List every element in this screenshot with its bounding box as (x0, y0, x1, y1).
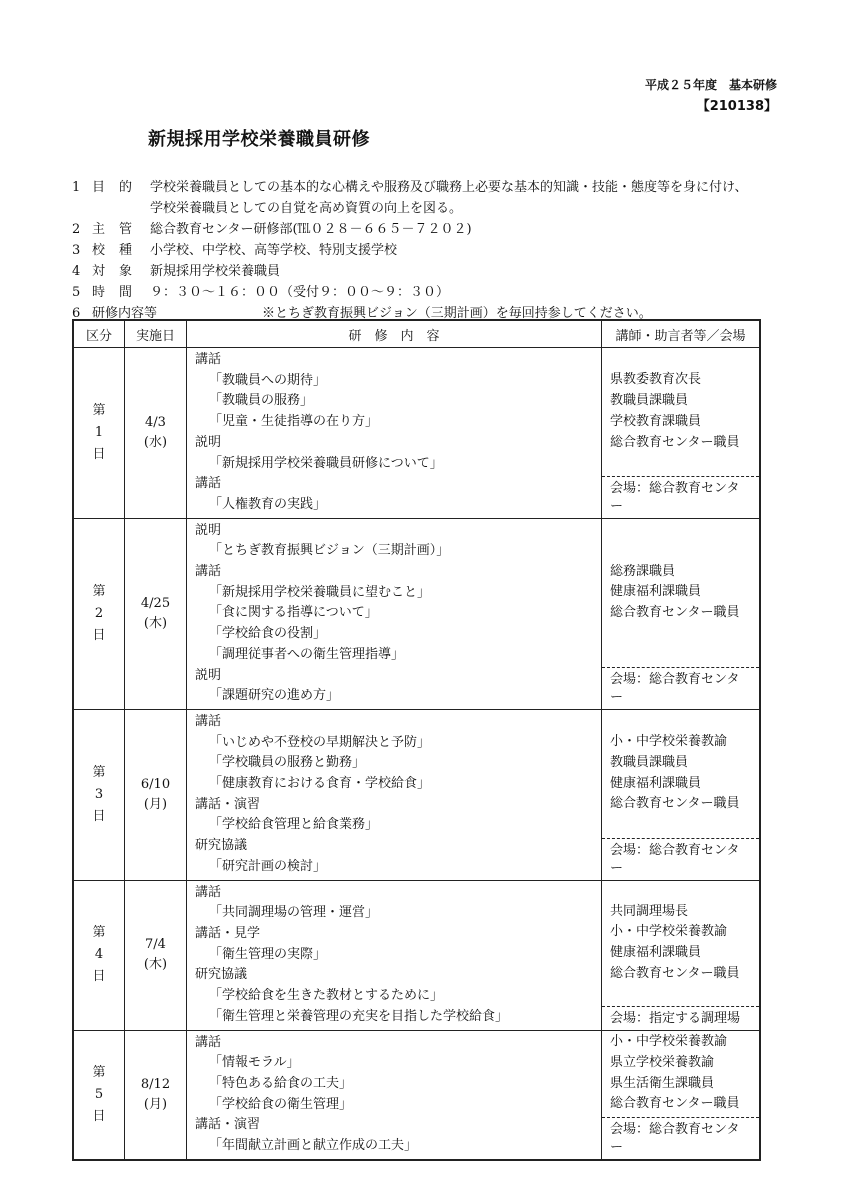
session-type: 説明 (195, 667, 222, 683)
lecturer-name: 総合教育センター職員 (610, 965, 740, 981)
info-row-school-type (72, 240, 792, 261)
info-number: 1 (72, 180, 81, 195)
day-label-char: 日 (92, 808, 106, 824)
day-cell (73, 518, 125, 709)
document-year-label: 平成２５年度 基本研修 (644, 78, 777, 92)
lecturer-name: 県生活衛生課職員 (610, 1075, 715, 1091)
info-row-purpose (72, 177, 792, 198)
session-topic: 「学校職員の服務と勤務」 (209, 755, 366, 771)
session-weekday: (水) (143, 434, 168, 450)
info-number: 5 (72, 285, 81, 300)
info-label: 目的 (92, 180, 147, 195)
lecturer-cell (602, 518, 761, 709)
lecturer-cell (602, 880, 761, 1030)
header-content: 研 修 内 容 (187, 320, 602, 348)
info-number: 3 (72, 243, 81, 258)
session-type: 研究協議 (195, 838, 248, 854)
session-topic: 「学校給食の衛生管理」 (209, 1096, 353, 1112)
session-type: 説明 (195, 434, 222, 450)
day-label-char: 4 (94, 947, 104, 963)
session-topic: 「情報モラル」 (209, 1055, 300, 1071)
info-value: 新規採用学校栄養職員 (150, 264, 281, 279)
session-type: 講話 (195, 884, 222, 900)
document-code: 【210138】 (696, 99, 777, 114)
content-cell (187, 1030, 602, 1160)
day-label-char: 第 (92, 402, 106, 418)
lecturer-name: 総合教育センター職員 (610, 605, 740, 621)
table-row (73, 348, 760, 519)
lecturer-name: 健康福利課職員 (610, 775, 702, 791)
date-cell (125, 348, 187, 519)
session-topic: 「教職員への期待」 (209, 372, 327, 388)
info-number: 4 (72, 264, 81, 279)
session-topic: 「新規採用学校栄養職員に望むこと」 (209, 584, 431, 600)
info-number: 2 (72, 222, 81, 237)
content-cell (187, 348, 602, 519)
day-label-char: 日 (92, 969, 106, 985)
day-cell (73, 348, 125, 519)
info-label: 研修内容等 (92, 306, 158, 321)
day-label-char: 第 (92, 925, 106, 941)
date-cell (125, 709, 187, 880)
table-row (73, 518, 760, 709)
session-topic: 「研究計画の検討」 (209, 858, 327, 874)
info-label: 校種 (92, 243, 147, 258)
info-label: 対象 (92, 264, 147, 279)
session-topic: 「共同調理場の管理・運営」 (209, 905, 379, 921)
date-cell (125, 1030, 187, 1160)
lecturer-name: 県教委教育次長 (610, 372, 702, 388)
day-label-char: 1 (94, 424, 104, 440)
venue-label: 会場：指定する調理場 (602, 1006, 759, 1030)
session-topic: 「健康教育における食育・学校給食」 (209, 776, 431, 792)
session-weekday: (木) (143, 957, 168, 973)
info-label: 主管 (92, 222, 147, 237)
info-row-target (72, 261, 792, 282)
session-type: 講話 (195, 1034, 222, 1050)
session-type: 研究協議 (195, 967, 248, 983)
session-type: 講話・見学 (195, 925, 261, 941)
lecturer-name: 健康福利課職員 (610, 584, 702, 600)
venue-label: 会場：総合教育センター (602, 476, 759, 518)
day-label-char: 日 (92, 446, 106, 462)
info-value: 学校栄養職員としての基本的な心構えや服務及び職務上必要な基本的知識・技能・態度等を身に付け、 (150, 180, 748, 195)
session-topic: 「人権教育の実践」 (209, 496, 327, 512)
day-label-char: 日 (92, 627, 106, 643)
lecturer-name: 学校教育課職員 (610, 413, 702, 429)
header-date: 実施日 (125, 320, 187, 348)
info-note: ※とちぎ教育振興ビジョン（三期計画）を毎回持参してください。 (262, 306, 652, 321)
session-topic: 「学校給食管理と給食業務」 (209, 817, 379, 833)
date-cell (125, 880, 187, 1030)
content-cell (187, 518, 602, 709)
day-label-char: 3 (94, 786, 104, 802)
day-cell (73, 880, 125, 1030)
day-label-char: 2 (94, 605, 104, 621)
lecturer-name: 健康福利課職員 (610, 945, 702, 961)
session-type: 講話・演習 (195, 1117, 261, 1133)
session-date: 6/10 (140, 776, 171, 792)
session-topic: 「年間献立計画と献立作成の工夫」 (209, 1138, 418, 1154)
day-label-char: 第 (92, 1064, 106, 1080)
day-label-char: 第 (92, 764, 106, 780)
content-cell (187, 709, 602, 880)
day-label-char: 日 (92, 1108, 106, 1124)
session-type: 講話・演習 (195, 796, 261, 812)
lecturer-cell (602, 348, 761, 519)
session-type: 講話 (195, 564, 222, 580)
day-cell (73, 709, 125, 880)
page-title: 新規採用学校栄養職員研修 (148, 129, 370, 150)
venue-label: 会場：総合教育センター (602, 1117, 759, 1159)
info-number: 6 (72, 306, 81, 321)
day-label-char: 第 (92, 583, 106, 599)
session-topic: 「児童・生徒指導の在り方」 (209, 414, 379, 430)
session-date: 4/25 (140, 595, 171, 611)
session-date: 8/12 (140, 1076, 171, 1092)
date-cell (125, 518, 187, 709)
lecturer-name: 小・中学校栄養教諭 (610, 924, 728, 940)
session-type: 説明 (195, 522, 222, 538)
session-topic: 「課題研究の進め方」 (209, 688, 340, 704)
session-weekday: (月) (143, 1096, 168, 1112)
info-value: ９：３０～１６：００（受付９：００～９：３０） (150, 285, 450, 300)
lecturer-name: 教職員課職員 (610, 755, 689, 771)
lecturer-name: 総合教育センター職員 (610, 434, 740, 450)
session-topic: 「特色ある給食の工夫」 (209, 1075, 353, 1091)
session-date: 7/4 (145, 937, 166, 953)
lecturer-cell (602, 709, 761, 880)
content-cell (187, 880, 602, 1030)
session-topic: 「新規採用学校栄養職員研修について」 (209, 455, 443, 471)
session-topic: 「衛生管理の実際」 (209, 946, 327, 962)
table-row (73, 880, 760, 1030)
info-value-continued: 学校栄養職員としての自覚を高め資質の向上を図る。 (150, 201, 463, 216)
day-label-char: 5 (94, 1086, 104, 1102)
lecturer-name: 県立学校栄養教諭 (610, 1054, 715, 1070)
lecturer-name: 総務課職員 (610, 563, 676, 579)
session-topic: 「とちぎ教育振興ビジョン（三期計画）」 (209, 543, 450, 559)
lecturer-cell (602, 1030, 761, 1160)
session-topic: 「衛生管理と栄養管理の充実を目指した学校給食」 (209, 1008, 509, 1024)
session-weekday: (木) (143, 615, 168, 631)
info-value: 総合教育センター研修部(℡０２８－６６５－７２０２) (150, 222, 472, 237)
info-section (72, 177, 792, 324)
session-type: 講話 (195, 352, 222, 367)
header-kubun: 区分 (73, 320, 125, 348)
session-weekday: (月) (143, 796, 168, 812)
table-header-row (73, 320, 760, 348)
lecturer-name: 小・中学校栄養教諭 (610, 734, 728, 750)
lecturer-name: 小・中学校栄養教諭 (610, 1034, 728, 1050)
table-row (73, 1030, 760, 1160)
session-type: 講話 (195, 713, 222, 729)
session-topic: 「学校給食の役割」 (209, 626, 327, 642)
session-topic: 「調理従事者への衛生管理指導」 (209, 646, 405, 662)
session-type: 講話 (195, 476, 222, 492)
venue-label: 会場：総合教育センター (602, 667, 759, 709)
lecturer-name: 総合教育センター職員 (610, 796, 740, 812)
info-value: 小学校、中学校、高等学校、特別支援学校 (150, 243, 398, 258)
info-label: 時間 (92, 285, 147, 300)
info-row-time (72, 282, 792, 303)
session-topic: 「食に関する指導について」 (209, 605, 378, 621)
session-topic: 「学校給食を生きた教材とするために」 (209, 988, 444, 1004)
schedule-table (72, 319, 761, 1161)
table-row (73, 709, 760, 880)
session-topic: 「いじめや不登校の早期解決と予防」 (209, 734, 431, 750)
session-date: 4/3 (145, 414, 166, 430)
lecturer-name: 総合教育センター職員 (610, 1096, 740, 1112)
day-cell (73, 1030, 125, 1160)
session-topic: 「教職員の服務」 (209, 393, 314, 409)
venue-label: 会場：総合教育センター (602, 838, 759, 880)
info-row-supervisor (72, 219, 792, 240)
header-lecturer: 講師・助言者等／会場 (602, 320, 761, 348)
lecturer-name: 共同調理場長 (610, 903, 689, 919)
lecturer-name: 教職員課職員 (610, 393, 689, 409)
